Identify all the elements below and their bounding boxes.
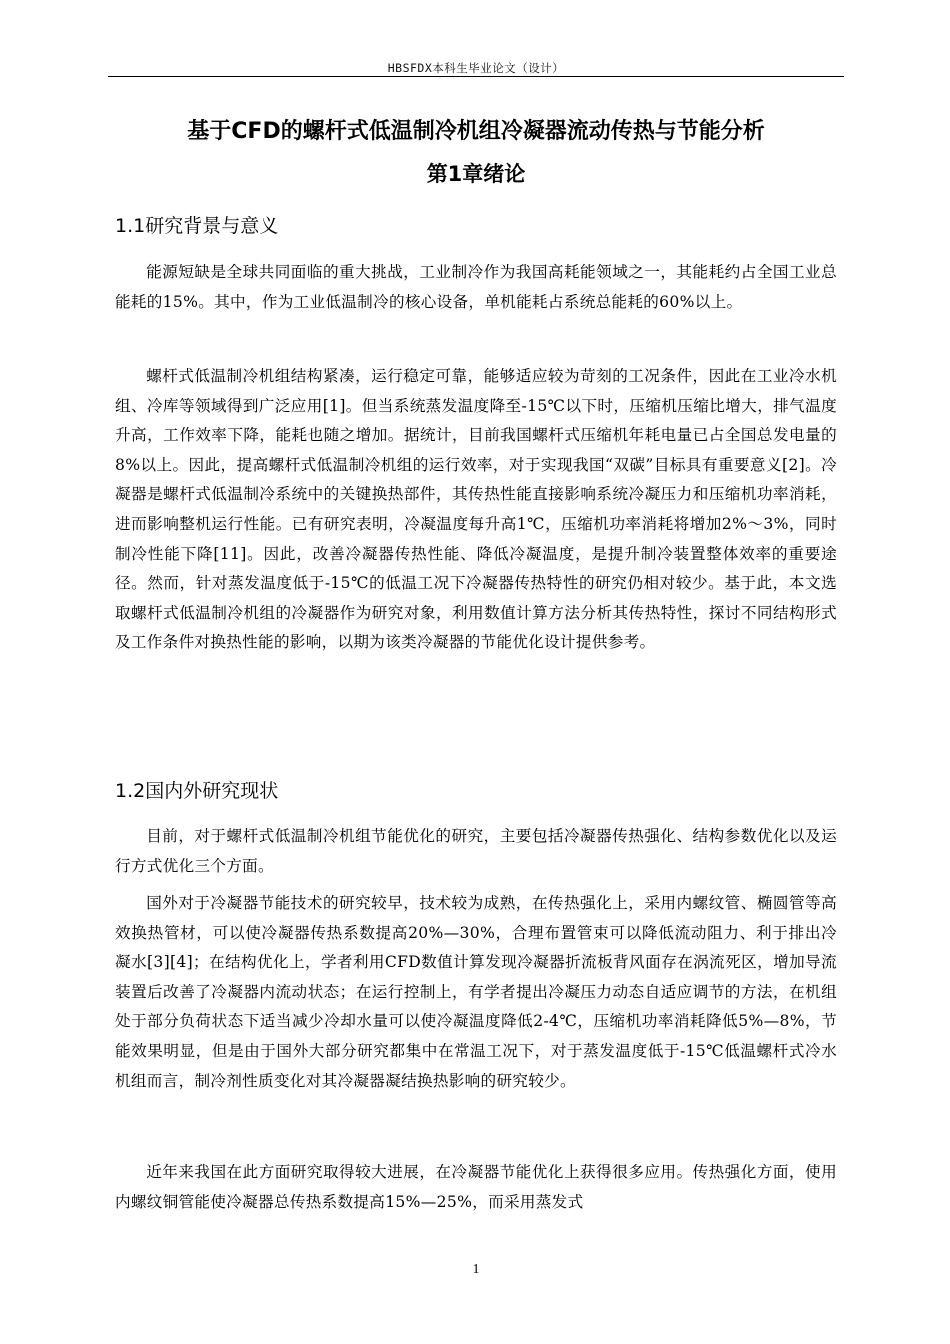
running-header: HBSFDX本科生毕业论文（设计）	[387, 61, 565, 75]
body-paragraph: 能源短缺是全球共同面临的重大挑战，工业制冷作为我国高耗能领域之一，其能耗约占全国工业总能耗的15%。其中，作为工业低温制冷的核心设备，单机能耗占系统总能耗的60%以上。	[115, 263, 837, 311]
body-paragraph: 螺杆式低温制冷机组结构紧凑，运行稳定可靠，能够适应较为苛刻的工况条件，因此在工业冷水机组、冷库等领域得到广泛应用[1]。但当系统蒸发温度降至-15℃以下时，压缩机压缩比增大，排气温度升高，工作效率下降，能耗也随之增加。据统计，目前我国螺杆式压缩机年耗电量已占全国总发电量的8%以上。因此，提高螺杆式低温制冷机组的运行效率，对于实现我国“双碳”目标具有重要意义[2]。冷凝器是螺杆式低温制冷系统中的关键换热部件，其传热性能直接影响系统冷凝压力和压缩机功率消耗，进而影响整机运行性能。已有研究表明，冷凝温度每升高1℃，压缩机功率消耗将增加2%～3%，同时制冷性能下降[11]。因此，改善冷凝器传热性能、降低冷凝温度，是提升制冷装置整体效率的重要途径。然而，针对蒸发温度低于-15℃的低温工况下冷凝器传热特性的研究仍相对较少。基于此，本文选取螺杆式低温制冷机组的冷凝器作为研究对象，利用数值计算方法分析其传热特性，探讨不同结构形式及工作条件对换热性能的影响，以期为该类冷凝器的节能优化设计提供参考。	[115, 367, 837, 652]
page-number: 1	[472, 1262, 480, 1277]
section-heading: 1.1研究背景与意义	[115, 215, 279, 237]
paper-title: 基于CFD的螺杆式低温制冷机组冷凝器流动传热与节能分析	[187, 119, 765, 144]
chapter-heading: 第1章绪论	[426, 162, 526, 186]
body-paragraph: 近年来我国在此方面研究取得较大进展，在冷凝器节能优化上获得很多应用。传热强化方面，使用内螺纹铜管能使冷凝器总传热系数提高15%—25%，而采用蒸发式	[115, 1163, 837, 1211]
section-heading: 1.2国内外研究现状	[115, 780, 279, 802]
body-paragraph: 国外对于冷凝器节能技术的研究较早，技术较为成熟，在传热强化上，采用内螺纹管、椭圆管等高效换热管材，可以使冷凝器传热系数提高20%—30%，合理布置管束可以降低流动阻力、利于排出冷凝水[3][4]；在结构优化上，学者利用CFD数值计算发现冷凝器折流板背风面存在涡流死区，增加导流装置后改善了冷凝器内流动状态；在运行控制上，有学者提出冷凝压力动态自适应调节的方法，在机组处于部分负荷状态下适当减少冷却水量可以使冷凝温度降低2-4℃，压缩机功率消耗降低5%—8%，节能效果明显，但是由于国外大部分研究都集中在常温工况下，对于蒸发温度低于-15℃低温螺杆式冷水机组而言，制冷剂性质变化对其冷凝器凝结换热影响的研究较少。	[115, 894, 837, 1090]
header-rule	[108, 76, 844, 77]
body-paragraph: 目前，对于螺杆式低温制冷机组节能优化的研究，主要包括冷凝器传热强化、结构参数优化以及运行方式优化三个方面。	[115, 827, 837, 875]
